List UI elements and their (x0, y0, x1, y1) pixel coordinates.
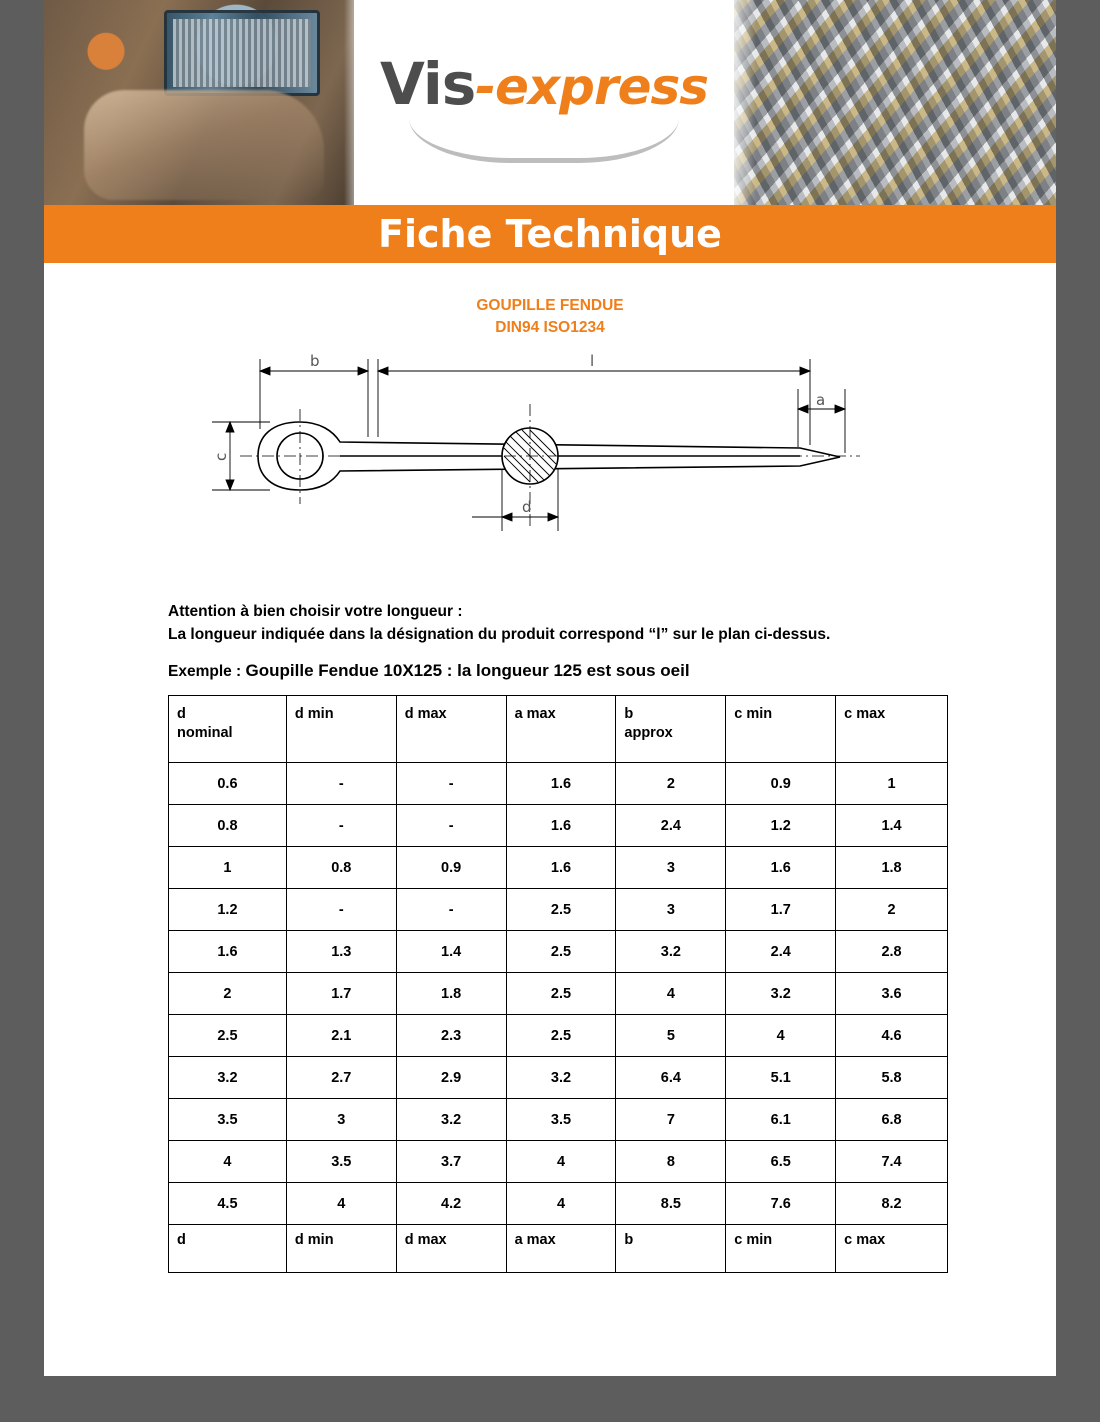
cell-d-max: 2.9 (396, 1057, 506, 1099)
cell-c-max: 8.2 (836, 1183, 948, 1225)
table-row (169, 1057, 948, 1099)
cell-d-nominal: 1.6 (169, 931, 287, 973)
cell-b-approx: 8.5 (616, 1183, 726, 1225)
table-header-row (169, 696, 948, 763)
cell-c-max: 4.6 (836, 1015, 948, 1057)
header-line-1: b (624, 706, 634, 722)
table-row (169, 1099, 948, 1141)
header-cell-a-max: a max (506, 696, 616, 763)
notice-example (168, 659, 958, 683)
table-footer-row (169, 1225, 948, 1273)
header-cell-d-nominal (169, 696, 287, 763)
cell-d-max: - (396, 889, 506, 931)
footer-cell-c-min: c min (726, 1225, 836, 1273)
screw-tray-photo-element (164, 10, 320, 96)
dim-label-d: d (522, 498, 532, 516)
header-cell-c-min: c min (726, 696, 836, 763)
example-text: Goupille Fendue 10X125 : la longueur 125 est sous oeil (245, 661, 690, 680)
cell-c-max: 2.8 (836, 931, 948, 973)
brand-logo (354, 50, 734, 118)
cell-d-max: 1.4 (396, 931, 506, 973)
technical-drawing (200, 349, 900, 574)
footer-cell-a-max: a max (506, 1225, 616, 1273)
footer-cell-d: d (169, 1225, 287, 1273)
cell-a-max: 1.6 (506, 847, 616, 889)
cell-b-approx: 2.4 (616, 805, 726, 847)
banner-title: Fiche Technique (378, 212, 722, 256)
cell-a-max: 2.5 (506, 889, 616, 931)
cell-c-max: 6.8 (836, 1099, 948, 1141)
header-cell-c-max: c max (836, 696, 948, 763)
cell-d-nominal: 1 (169, 847, 287, 889)
cell-c-min: 3.2 (726, 973, 836, 1015)
cell-d-min: 2.7 (286, 1057, 396, 1099)
cell-d-max: 3.7 (396, 1141, 506, 1183)
cell-c-min: 6.1 (726, 1099, 836, 1141)
cell-d-min: - (286, 805, 396, 847)
table-row (169, 1015, 948, 1057)
cell-d-nominal: 2 (169, 973, 287, 1015)
logo-primary-text: Vis (379, 50, 476, 118)
header-line-1: d (177, 706, 186, 722)
screws-photo (734, 0, 1056, 205)
cell-c-max: 7.4 (836, 1141, 948, 1183)
cell-d-min: 3.5 (286, 1141, 396, 1183)
notice-line-2: La longueur indiquée dans la désignation du produit correspond “l” sur le plan ci-dessus. (168, 626, 831, 643)
cell-d-nominal: 2.5 (169, 1015, 287, 1057)
cell-a-max: 4 (506, 1183, 616, 1225)
cell-d-nominal: 0.6 (169, 763, 287, 805)
footer-cell-d-max: d max (396, 1225, 506, 1273)
cell-c-min: 7.6 (726, 1183, 836, 1225)
cell-c-min: 1.7 (726, 889, 836, 931)
cell-c-min: 1.6 (726, 847, 836, 889)
cell-a-max: 2.5 (506, 973, 616, 1015)
cell-a-max: 3.5 (506, 1099, 616, 1141)
table-row (169, 847, 948, 889)
cell-c-max: 2 (836, 889, 948, 931)
cell-d-min: 1.7 (286, 973, 396, 1015)
photo-fade-left (344, 0, 370, 205)
workshop-photo (44, 0, 354, 205)
dimensions-table (168, 695, 948, 1273)
footer-cell-b: b (616, 1225, 726, 1273)
cell-d-min: 1.3 (286, 931, 396, 973)
header-cell-b-approx (616, 696, 726, 763)
cell-b-approx: 6.4 (616, 1057, 726, 1099)
dim-label-b: b (310, 352, 320, 370)
table-row (169, 973, 948, 1015)
cell-c-min: 2.4 (726, 931, 836, 973)
left-border-band (0, 0, 44, 1422)
length-notice (168, 600, 958, 683)
logo-area (354, 0, 734, 205)
cell-d-min: - (286, 889, 396, 931)
table-row (169, 763, 948, 805)
product-standard: DIN94 ISO1234 (495, 319, 605, 336)
cell-b-approx: 3 (616, 847, 726, 889)
fiche-technique-banner (44, 205, 1056, 263)
header-line-2: nominal (177, 725, 233, 741)
table-row (169, 805, 948, 847)
cell-d-nominal: 4.5 (169, 1183, 287, 1225)
cell-d-max: 1.8 (396, 973, 506, 1015)
cell-d-min: - (286, 763, 396, 805)
cell-d-nominal: 1.2 (169, 889, 287, 931)
dim-label-a: a (816, 391, 826, 409)
header-cell-d-max: d max (396, 696, 506, 763)
logo-secondary-text: -express (475, 58, 709, 116)
cell-d-min: 0.8 (286, 847, 396, 889)
cell-b-approx: 5 (616, 1015, 726, 1057)
cell-c-max: 1.4 (836, 805, 948, 847)
dim-label-l: l (590, 352, 595, 370)
header-cell-d-min: d min (286, 696, 396, 763)
cell-d-max: 3.2 (396, 1099, 506, 1141)
table-row (169, 1183, 948, 1225)
cell-d-min: 2.1 (286, 1015, 396, 1057)
bottom-border-band (0, 1376, 1100, 1422)
cell-c-max: 1.8 (836, 847, 948, 889)
cell-c-min: 0.9 (726, 763, 836, 805)
cell-a-max: 1.6 (506, 763, 616, 805)
cell-a-max: 1.6 (506, 805, 616, 847)
cell-d-max: - (396, 805, 506, 847)
document-content (44, 263, 1056, 1273)
cell-d-nominal: 0.8 (169, 805, 287, 847)
product-name: GOUPILLE FENDUE (476, 297, 624, 314)
cell-d-max: 4.2 (396, 1183, 506, 1225)
notice-line-1: Attention à bien choisir votre longueur : (168, 603, 463, 620)
example-prefix: Exemple : (168, 663, 246, 680)
cell-b-approx: 7 (616, 1099, 726, 1141)
cell-c-max: 1 (836, 763, 948, 805)
cell-c-max: 5.8 (836, 1057, 948, 1099)
cell-d-max: 2.3 (396, 1015, 506, 1057)
footer-cell-d-min: d min (286, 1225, 396, 1273)
table-row (169, 889, 948, 931)
cell-c-min: 1.2 (726, 805, 836, 847)
header-line-2: approx (624, 725, 673, 741)
cell-b-approx: 3.2 (616, 931, 726, 973)
cell-b-approx: 2 (616, 763, 726, 805)
cell-a-max: 3.2 (506, 1057, 616, 1099)
dim-label-c: c (212, 452, 230, 461)
cell-d-nominal: 4 (169, 1141, 287, 1183)
cell-b-approx: 8 (616, 1141, 726, 1183)
cotter-pin-diagram-svg (200, 349, 900, 574)
cell-b-approx: 4 (616, 973, 726, 1015)
page-header (44, 0, 1056, 205)
cell-c-max: 3.6 (836, 973, 948, 1015)
cell-b-approx: 3 (616, 889, 726, 931)
footer-cell-c-max: c max (836, 1225, 948, 1273)
cell-d-nominal: 3.5 (169, 1099, 287, 1141)
table-row (169, 931, 948, 973)
cell-a-max: 2.5 (506, 1015, 616, 1057)
cell-c-min: 5.1 (726, 1057, 836, 1099)
photo-fade-right (722, 0, 756, 205)
cell-c-min: 6.5 (726, 1141, 836, 1183)
cell-d-max: - (396, 763, 506, 805)
cell-d-max: 0.9 (396, 847, 506, 889)
logo-swoosh-icon (409, 118, 679, 163)
cell-a-max: 4 (506, 1141, 616, 1183)
cell-d-min: 4 (286, 1183, 396, 1225)
product-title-block (44, 295, 1056, 339)
cell-c-min: 4 (726, 1015, 836, 1057)
cell-d-min: 3 (286, 1099, 396, 1141)
table-row (169, 1141, 948, 1183)
right-border-band (1056, 0, 1100, 1422)
cell-a-max: 2.5 (506, 931, 616, 973)
cell-d-nominal: 3.2 (169, 1057, 287, 1099)
